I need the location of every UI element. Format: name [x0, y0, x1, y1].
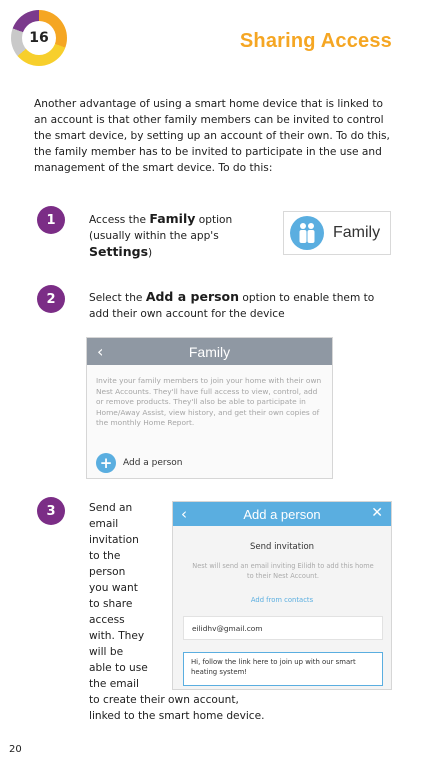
chapter-badge — [11, 10, 67, 66]
back-chevron-icon[interactable]: ‹ — [97, 342, 104, 361]
step-3-line: person — [89, 566, 126, 578]
add-person-title: Add a person — [243, 506, 321, 522]
add-person-header — [173, 502, 391, 526]
add-person-row[interactable] — [96, 453, 183, 473]
family-screen — [86, 337, 333, 479]
send-invitation-heading: Send invitation — [249, 542, 315, 552]
chapter-number: 16 — [22, 21, 56, 55]
step-3-line: access — [89, 614, 125, 626]
step-3-line: with. They — [89, 630, 145, 642]
step-2-text: Select the Add a person option to enable them to add their own account for the device — [89, 289, 375, 320]
page-number: 20 — [9, 744, 22, 755]
add-person-label: Add a person — [123, 458, 183, 468]
step-3-text-tail — [89, 692, 389, 724]
family-screen-description: Invite your family members to join your home with their own Nest Accounts. They'll have full access to view, control, add or remove products. They'll also be able to participate in Home/Away Assist, view history, and get their own copies of the monthly Home Report. — [96, 376, 322, 428]
step-2-number: 2 — [37, 285, 65, 313]
family-icon — [290, 216, 324, 250]
family-screen-title: Family — [188, 343, 231, 360]
page-title: Sharing Access — [239, 30, 392, 52]
back-chevron-icon[interactable]: ‹ — [181, 505, 187, 523]
step-3-line: able to use — [89, 662, 148, 674]
message-field[interactable]: Hi, follow the link here to join up with our smart heating system! — [183, 652, 383, 686]
plus-icon: + — [96, 453, 116, 473]
step-3-line: you want — [89, 582, 138, 594]
invitation-description: Nest will send an email inviting Eilidh to add this home to their Nest Account. — [192, 562, 374, 580]
step-3-line: the email — [89, 678, 139, 690]
step-3-line: linked to the smart home device. — [89, 710, 265, 722]
step-3-line: invitation — [89, 534, 139, 546]
family-chip-label: Family — [333, 224, 381, 241]
close-icon[interactable]: ✕ — [371, 505, 383, 521]
step-3-line: email — [89, 518, 119, 530]
step-3-number: 3 — [37, 497, 65, 525]
step-1-text: Access the Family option (usually within the app's Settings) — [89, 211, 233, 259]
family-screen-header — [87, 338, 332, 365]
step-1-number: 1 — [37, 206, 65, 234]
family-option-image — [283, 211, 391, 255]
step-3-text-column — [89, 500, 169, 692]
step-3-line: to create their own account, — [89, 694, 239, 706]
step-3-line: Send an — [89, 502, 133, 514]
add-person-screen — [172, 501, 392, 690]
step-3-line: to share — [89, 598, 133, 610]
email-field[interactable]: eilidhv@gmail.com — [183, 616, 383, 640]
add-from-contacts-link[interactable]: Add from contacts — [250, 596, 314, 604]
intro-paragraph: Another advantage of using a smart home device that is linked to an account is that other family members can be invited to control the smart device, by setting up an account of their own. To do this, the family member has to be invited to participate in the use and management of the smart device. To do this: — [34, 98, 390, 174]
step-3-line: to the — [89, 550, 121, 562]
step-3-line: will be — [89, 646, 124, 658]
